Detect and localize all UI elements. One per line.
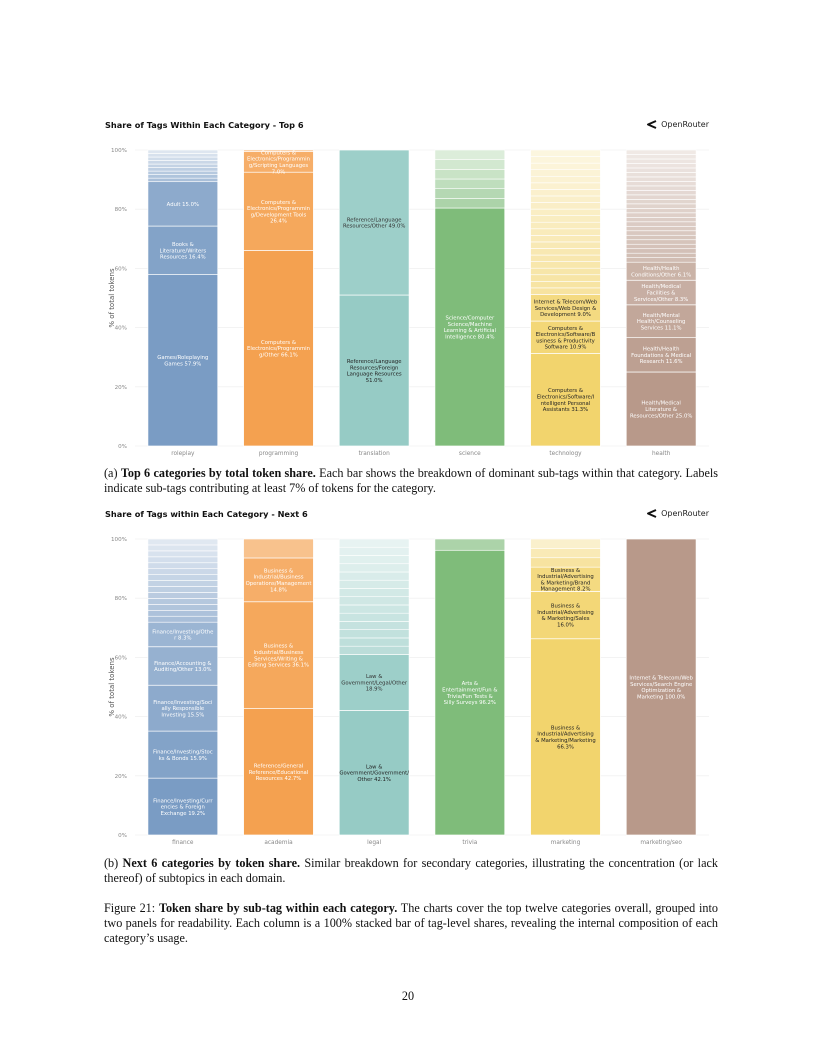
brand-label: OpenRouter (661, 120, 709, 129)
bar-segment-minor (148, 563, 218, 569)
x-tick-label: roleplay (171, 451, 195, 457)
bar-segment-minor (148, 587, 218, 593)
bar-segment-minor (339, 613, 409, 621)
openrouter-logo-icon (645, 509, 657, 518)
bar-segment-minor (531, 150, 601, 157)
chart-b-svg (105, 531, 715, 849)
bar-segment-minor (531, 170, 601, 177)
segment-label: Reference/Language Resources/Foreign Language Resources 51.0% (346, 359, 402, 384)
bar-segment-minor (339, 621, 409, 629)
x-tick-label: technology (549, 451, 582, 457)
y-tick-label: 0% (118, 444, 127, 450)
panel-b-brand (645, 509, 709, 518)
page-number: 20 (401, 989, 415, 1003)
bar-segment-minor (435, 150, 505, 160)
bar-segment-minor (339, 572, 409, 580)
bar-segment-minor (626, 217, 696, 221)
y-tick-label: 60% (114, 266, 127, 273)
segment-label: Business & Industrial/Advertising & Marketing/Brand Management 8.2% (537, 567, 594, 593)
bar-segment-minor (148, 545, 218, 551)
bar-segment-minor (626, 213, 696, 217)
caption-a-prefix: (a) (104, 466, 121, 480)
caption-b (104, 856, 718, 886)
bar-segment-minor (626, 181, 696, 185)
bar-segment-minor (148, 616, 218, 622)
x-tick-label: legal (367, 840, 382, 846)
bar-segment-minor (435, 160, 505, 170)
bar-segment-minor (531, 275, 601, 282)
y-tick-label: 20% (114, 773, 127, 780)
bar-segment-minor (531, 255, 601, 262)
bar-segment-minor (531, 229, 601, 236)
bar-segment-minor (244, 539, 314, 558)
openrouter-logo-icon (645, 120, 657, 129)
bar-translation (339, 150, 409, 446)
bar-segment-minor (339, 580, 409, 588)
bar-segment-minor (339, 597, 409, 605)
x-tick-label: programming (258, 451, 299, 457)
bar-segment-minor (148, 168, 218, 172)
bar-segment-minor (531, 288, 601, 295)
bar-segment-minor (339, 564, 409, 572)
bar-segment-minor (531, 176, 601, 183)
x-tick-label: finance (172, 840, 194, 846)
segment-label: Games/Roleplaying Games 57.9% (157, 355, 209, 368)
segment-label: Business & Industrial/Advertising & Marketing/Marketing 66.3% (535, 725, 596, 751)
bar-segment-minor (148, 171, 218, 175)
bar-segment-minor (626, 190, 696, 194)
bar-segment-minor (435, 179, 505, 189)
bar-segment-minor (148, 557, 218, 563)
bar-segment-minor (148, 551, 218, 557)
segment-label: Internet & Telecom/Web Services/Search Engine Optimization & Marketing 100.0% (629, 675, 693, 701)
caption-a (104, 466, 718, 496)
bar-segment-minor (435, 539, 505, 550)
bar-segment-minor (148, 592, 218, 598)
bar-segment-minor (339, 605, 409, 613)
bar-segment-minor (626, 163, 696, 167)
bar-marketing (531, 539, 601, 835)
panel-a-title: Share of Tags Within Each Category - Top 6 (105, 120, 304, 130)
figure-caption-text: The charts cover the top twelve categories overall, grouped into two panels for readability. Each column is a 100% stacked bar of tag-level shares, revealing the internal composition of each category’s usage. (104, 901, 718, 945)
bar-segment-minor (531, 548, 601, 557)
segment-label: Law & Government/Legal/Other 18.9% (341, 674, 408, 693)
segment-label: Finance/Investing/Othe r 8.3% (152, 629, 214, 642)
bar-programming (244, 150, 314, 446)
caption-a-bold: Top 6 categories by total token share. (120, 466, 316, 480)
y-tick-label: 100% (111, 148, 127, 154)
bar-segment-minor (148, 164, 218, 168)
chart-b (105, 531, 715, 849)
bar-finance (148, 539, 218, 835)
bar-segment-minor (339, 588, 409, 596)
segment-label: Business & Industrial/Advertising & Marketing/Sales 16.0% (537, 603, 594, 629)
bar-segment-minor (626, 208, 696, 212)
bar-segment-minor (626, 195, 696, 199)
bar-segment-minor (626, 240, 696, 244)
caption-b-prefix: (b) (104, 856, 123, 870)
bar-segment-minor (148, 178, 218, 182)
segment-label: Finance/Investing/Stoc ks & Bonds 15.9% (152, 749, 213, 762)
segment-label: Reference/General Reference/Educational Resources 42.7% (248, 763, 309, 783)
segment-label: Science/Computer Science/Machine Learning & Artificial Intelligence 80.4% (443, 315, 496, 341)
bar-segment-minor (435, 198, 505, 208)
bar-segment-minor (531, 183, 601, 190)
bar-segment-minor (531, 248, 601, 255)
segment-label: Adult 15.0% (166, 201, 199, 208)
x-tick-label: marketing (550, 840, 581, 846)
bar-segment-minor (531, 222, 601, 229)
segment-label: Arts & Entertainment/Fun & Trivia/Fun Tests & Silly Surveys 96.2% (442, 681, 498, 707)
bar-segment-minor (531, 558, 601, 567)
bar-segment-minor (148, 581, 218, 587)
bar-segment-minor (626, 231, 696, 235)
segment-label: Health/Mental Health/Counseling Services 11.1% (636, 312, 686, 332)
bar-segment-minor (531, 163, 601, 170)
bar-segment-minor (531, 262, 601, 269)
segment-label: Finance/Accounting & Auditing/Other 13.0% (154, 660, 212, 674)
bar-segment-minor (435, 169, 505, 179)
bar-segment-minor (339, 547, 409, 555)
bar-segment-minor (148, 150, 218, 154)
bar-technology (531, 150, 601, 446)
panel-b-title: Share of Tags within Each Category - Next 6 (105, 509, 308, 519)
bar-segment-minor (531, 281, 601, 288)
bar-segment-minor (626, 150, 696, 154)
bar-segment-minor (531, 209, 601, 216)
bar-segment-minor (531, 203, 601, 210)
segment-label: Health/Medical Facilities & Services/Other 8.3% (634, 284, 689, 303)
bar-segment-minor (626, 199, 696, 203)
segment-label: Books & Literature/Writers Resources 16.4% (159, 242, 207, 261)
segment-label: Finance/Investing/Curr encies & Foreign Exchange 19.2% (153, 798, 213, 817)
bar-segment-minor (339, 638, 409, 646)
figure-caption-bold: Token share by sub-tag within each category. (158, 901, 398, 915)
bar-segment-minor (531, 539, 601, 548)
bar-segment-minor (626, 186, 696, 190)
bar-segment-minor (531, 268, 601, 275)
bar-roleplay (148, 150, 218, 446)
x-tick-label: translation (358, 451, 390, 457)
bar-segment-minor (626, 172, 696, 176)
caption-b-text: Similar breakdown for secondary categories, illustrating the concentration (or lack thereof) of subtopics in each domain. (104, 856, 718, 885)
figure-caption (104, 901, 718, 946)
bar-segment-minor (339, 555, 409, 563)
bar-segment-minor (626, 258, 696, 262)
bar-health (626, 150, 696, 446)
segment-label: Reference/Language Resources/Other 49.0% (342, 217, 406, 230)
bar-segment-minor (531, 216, 601, 223)
x-tick-label: trivia (462, 840, 478, 846)
bar-segment-minor (148, 157, 218, 161)
x-tick-label: science (458, 451, 481, 457)
bar-marketing-seo (626, 539, 696, 835)
segment-label: Business & Industrial/Business Services/Writing & Editing Services 36.1% (248, 643, 309, 669)
segment-label: Law & Government/Government/ Other 42.1% (339, 764, 409, 783)
bar-segment-minor (626, 154, 696, 158)
segment-label: Computers & Electronics/Programmin g/Scripting Languages 7.0% (247, 150, 310, 176)
bar-segment-minor (148, 610, 218, 616)
bar-segment-minor (339, 539, 409, 547)
bar-segment-minor (626, 204, 696, 208)
segment-label: Internet & Telecom/Web Services/Web Design & Development 9.0% (533, 299, 598, 319)
y-axis-label: % of total tokens (107, 657, 116, 717)
y-tick-label: 80% (114, 207, 127, 214)
caption-b-bold: Next 6 categories by token share. (122, 856, 301, 870)
segment-label: Computers & Electronics/Programmin g/Development Tools 26.4% (247, 199, 310, 225)
x-tick-label: academia (264, 840, 293, 846)
segment-label: Business & Industrial/Business Operations/Management 14.8% (245, 568, 312, 594)
y-tick-label: 80% (114, 596, 127, 603)
segment-label: Finance/Investing/Soci ally Responsible Investing 15.5% (153, 699, 213, 719)
bar-academia (244, 539, 314, 835)
chart-a-svg (105, 142, 715, 460)
bar-segment-minor (148, 604, 218, 610)
x-tick-label: marketing/seo (640, 840, 682, 846)
bar-segment-minor (435, 189, 505, 199)
segment-label: Computers & Electronics/Software/B usiness & Productivity Software 10.9% (535, 325, 596, 351)
bar-segment-minor (148, 161, 218, 165)
figure-panel-b (105, 509, 715, 849)
segment-label: Health/Medical Literature & Resources/Other 25.0% (629, 400, 693, 420)
panel-a-brand (645, 120, 709, 129)
bar-segment-minor (626, 244, 696, 248)
bar-segment-minor (531, 157, 601, 164)
bar-science (435, 150, 505, 446)
bar-segment-minor (626, 235, 696, 239)
bar-segment-minor (148, 175, 218, 179)
bar-segment-minor (531, 235, 601, 242)
y-tick-label: 20% (114, 384, 127, 391)
segment-label: Health/Health Foundations & Medical Research 11.6% (631, 346, 692, 366)
bar-segment-minor (531, 189, 601, 196)
bar-segment-minor (626, 222, 696, 226)
bar-legal (339, 539, 409, 835)
y-tick-label: 60% (114, 655, 127, 662)
figure-panel-a (105, 120, 715, 460)
bar-segment-minor (148, 575, 218, 581)
bar-segment-minor (531, 196, 601, 203)
bar-segment-minor (626, 159, 696, 163)
segment-label: Computers & Electronics/Programmin g/Other 66.1% (247, 339, 310, 359)
bar-segment-minor (626, 249, 696, 253)
bar-segment-minor (626, 226, 696, 230)
brand-label: OpenRouter (661, 509, 709, 518)
bar-segment-minor (626, 253, 696, 257)
x-tick-label: health (651, 451, 671, 457)
figure-caption-prefix: Figure 21: (104, 901, 159, 915)
bar-segment-minor (148, 154, 218, 158)
caption-a-text: Each bar shows the breakdown of dominant sub-tags within that category. Labels indicate sub-tags contributing at least 7% of tokens for the category. (104, 466, 719, 495)
y-tick-label: 40% (114, 325, 127, 332)
y-tick-label: 100% (111, 537, 127, 543)
bar-segment-minor (626, 168, 696, 172)
bar-segment-minor (339, 646, 409, 654)
bar-segment-minor (148, 539, 218, 545)
bar-trivia (435, 539, 505, 835)
bar-segment-minor (531, 242, 601, 249)
bar-segment-minor (148, 569, 218, 575)
y-tick-label: 0% (118, 833, 127, 839)
y-axis-label: % of total tokens (107, 268, 116, 328)
y-tick-label: 40% (114, 714, 127, 721)
bar-segment-minor (148, 598, 218, 604)
bar-segment-minor (626, 177, 696, 181)
segment-label: Computers & Electronics/Software/I ntelligent Personal Assistants 31.3% (536, 388, 595, 414)
chart-a (105, 142, 715, 460)
bar-segment-minor (339, 630, 409, 638)
segment-label: Health/Health Conditions/Other 6.1% (631, 266, 692, 279)
